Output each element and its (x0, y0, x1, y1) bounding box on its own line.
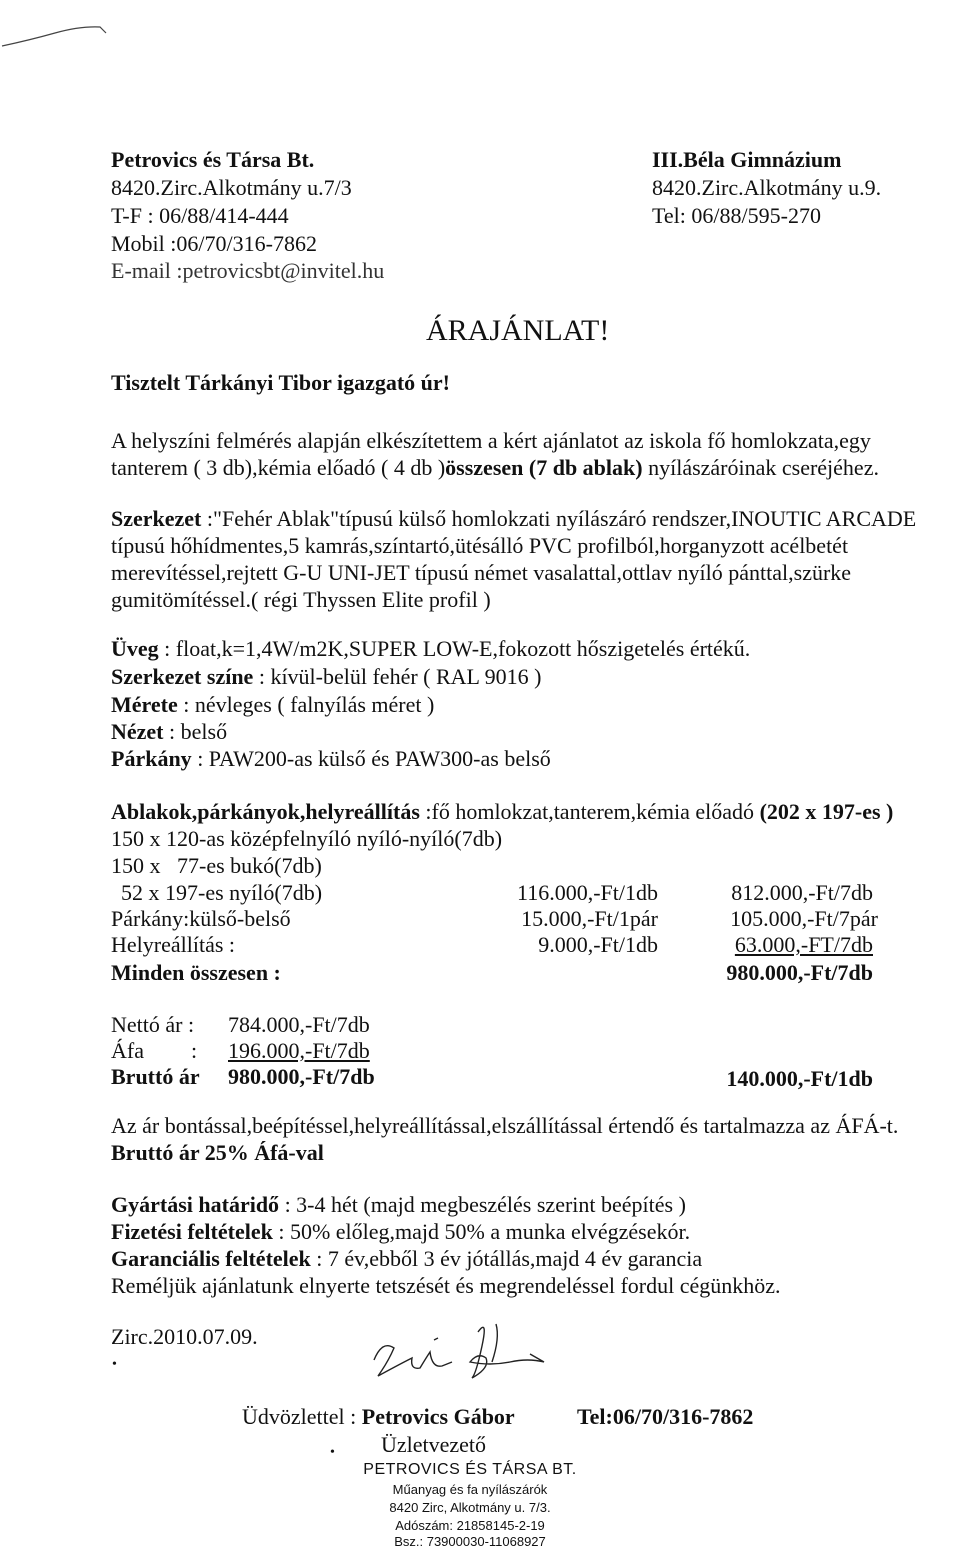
price-desc: 52 x 197-es nyíló(7db) (121, 880, 323, 905)
term-warranty (111, 1246, 702, 1271)
structure-line-4: gumitömítéssel.( régi Thyssen Elite profil ) (111, 587, 491, 612)
recipient-phone: Tel: 06/88/595-270 (652, 203, 821, 228)
net-label: Nettó ár : (111, 1012, 195, 1037)
vat-label: Áfa (111, 1038, 144, 1063)
item-line-2: 150 x 77-es bukó(7db) (111, 853, 322, 878)
intro-line-1: A helyszíni felmérés alapján elkészítettem a kért ajánlatot az iskola fő homlokzata,egy (111, 428, 871, 453)
items-heading-text: :fő homlokzat,tanterem,kémia előadó (419, 799, 760, 824)
spec-value: : kívül-belül fehér ( RAL 9016 ) (253, 664, 542, 689)
item-line-1: 150 x 120-as középfelnyíló nyíló-nyíló(7db) (111, 826, 503, 851)
structure-line-3: merevítéssel,rejtett G-U UNI-JET típusú német vasalattal,ottlav nyíló pánttal,szürke (111, 560, 852, 585)
sender-email: E-mail :petrovicsbt@invitel.hu (111, 258, 385, 283)
stamp-line-4: Bsz.: 73900030-11068927 (394, 1534, 546, 1549)
structure-line-1 (111, 506, 916, 531)
term-value: : 50% előleg,majd 50% a munka elvégzésekór. (272, 1219, 691, 1244)
term-payment (111, 1219, 690, 1244)
sender-address: 8420.Zirc.Alkotmány u.7/3 (111, 175, 352, 200)
term-label: Gyártási határidő (111, 1192, 280, 1217)
items-heading (111, 799, 893, 824)
spec-value: : PAW200-as külső és PAW300-as belső (191, 746, 551, 771)
spec-label: Üveg (111, 636, 159, 661)
gross-label: Bruttó ár (111, 1064, 200, 1089)
term-production (111, 1192, 686, 1217)
closing-line: Reméljük ajánlatunk elnyerte tetszését és megrendeléssel fordul cégünkhöz. (111, 1273, 781, 1298)
net-value: 784.000,-Ft/7db (228, 1012, 370, 1037)
note-line-1: Az ár bontással,beépítéssel,helyreállítással,elszállítással értendő és tartalmazza az ÁFÁ-t. (111, 1113, 899, 1138)
sender-phone: T-F : 06/88/414-444 (111, 203, 289, 228)
spec-label: Szerkezet színe (111, 664, 254, 689)
page-title: ÁRAJÁNLAT! (426, 314, 610, 347)
intro-line-2a: tanterem ( 3 db),kémia előadó ( 4 db ) (111, 455, 446, 480)
total-value: 980.000,-Ft/7db (726, 960, 873, 985)
structure-text-1: :"Fehér Ablak"típusú külső homlokzati nyílászáró rendszer,INOUTIC ARCADE (201, 506, 917, 531)
stamp-line-1: Műanyag és fa nyílászárók (392, 1482, 548, 1497)
price-total: 63.000,-FT/7db (734, 932, 873, 957)
spec-value: : belső (163, 719, 228, 744)
recipient-name: III.Béla Gimnázium (652, 147, 842, 172)
stamp-line-3: Adószám: 21858145-2-19 (395, 1518, 545, 1533)
spec-color (111, 664, 542, 689)
term-value: : 3-4 hét (majd megbeszélés szerint beépítés ) (279, 1192, 686, 1217)
spec-value: : névleges ( falnyílás méret ) (177, 692, 435, 717)
vat-colon: : (191, 1038, 198, 1063)
price-total: 105.000,-Ft/7pár (730, 906, 878, 931)
sender-name: Petrovics és Társa Bt. (111, 147, 315, 172)
structure-label: Szerkezet (111, 506, 202, 531)
price-total: 812.000,-Ft/7db (731, 880, 873, 905)
corner-scribble (0, 0, 120, 60)
recipient-address: 8420.Zirc.Alkotmány u.9. (652, 175, 882, 200)
gross-value: 980.000,-Ft/7db (228, 1064, 375, 1089)
spec-value: : float,k=1,4W/m2K,SUPER LOW-E,fokozott hőszigetelés értékű. (158, 636, 751, 661)
items-heading-size: (202 x 197-es ) (759, 799, 894, 824)
spec-size (111, 692, 434, 717)
vat-value: 196.000,-Ft/7db (228, 1038, 370, 1063)
bullet-dot: • (330, 1445, 335, 1460)
term-value: : 7 év,ebből 3 év jótállás,majd 4 év garancia (310, 1246, 703, 1271)
spec-label: Nézet (111, 719, 164, 744)
price-desc: Párkány:külső-belső (111, 906, 291, 931)
stamp-company: PETROVICS ÉS TÁRSA BT. (363, 1461, 577, 1478)
price-unit: 116.000,-Ft/1db (517, 880, 658, 905)
spec-label: Mérete (111, 692, 178, 717)
signoff-line (242, 1404, 515, 1429)
sender-mobile: Mobil :06/70/316-7862 (111, 231, 317, 256)
bullet-dot: • (112, 1357, 117, 1372)
intro-line-2c: nyílászáróinak cseréjéhez. (642, 455, 879, 480)
price-unit: 15.000,-Ft/1pár (521, 906, 658, 931)
items-heading-label: Ablakok,párkányok,helyreállítás (111, 799, 420, 824)
term-label: Garanciális feltételek (111, 1246, 311, 1271)
salutation: Tisztelt Tárkányi Tibor igazgató úr! (111, 370, 450, 395)
term-label: Fizetési feltételek (111, 1219, 273, 1244)
signoff-name: Petrovics Gábor (361, 1404, 515, 1429)
signoff-role: Üzletvezető (381, 1432, 487, 1457)
intro-highlight: összesen (7 db ablak) (445, 455, 643, 480)
price-desc: Helyreállítás : (111, 932, 236, 957)
date: Zirc.2010.07.09. (111, 1324, 258, 1349)
price-unit: 9.000,-Ft/1db (538, 932, 658, 957)
spec-view (111, 719, 227, 744)
signoff-tel: Tel:06/70/316-7862 (577, 1404, 754, 1429)
structure-line-2: típusú hőhídmentes,5 kamrás,színtartó,ütésálló PVC profilból,horganyzott acélbetét (111, 533, 849, 558)
per-unit-price: 140.000,-Ft/1db (726, 1066, 873, 1091)
intro-line-2 (111, 455, 879, 480)
spec-label: Párkány (111, 746, 192, 771)
spec-sill (111, 746, 551, 771)
spec-glass (111, 636, 750, 661)
note-line-2: Bruttó ár 25% Áfá-val (111, 1140, 324, 1165)
signoff-greeting: Üdvözlettel : (242, 1404, 362, 1429)
signature (360, 1318, 580, 1398)
total-label: Minden összesen : (111, 960, 281, 985)
stamp-line-2: 8420 Zirc, Alkotmány u. 7/3. (389, 1500, 551, 1515)
